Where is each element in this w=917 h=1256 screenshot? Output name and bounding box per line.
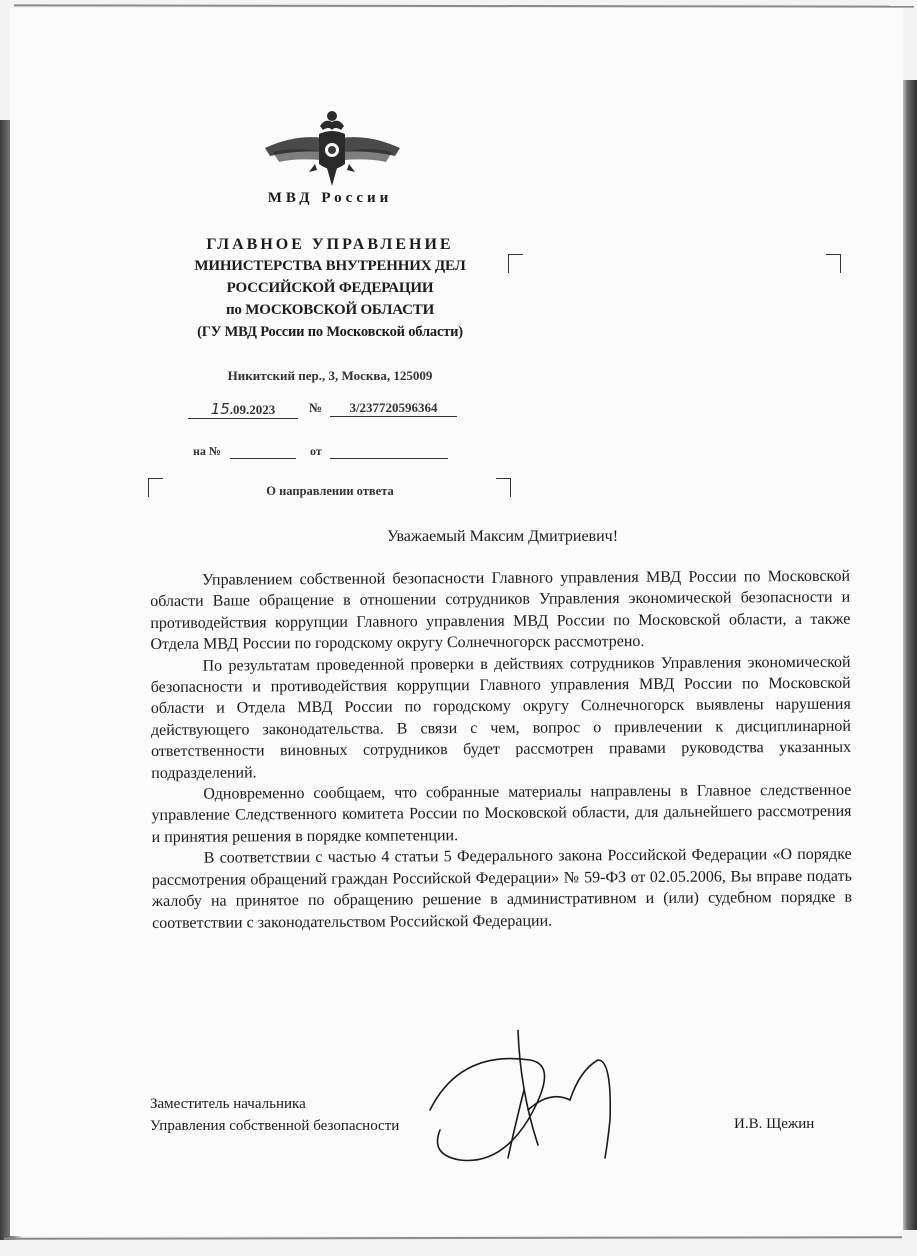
signatory-title-line-1: Заместитель начальника	[150, 1096, 306, 1112]
date-handwritten-day: 15	[210, 400, 230, 418]
page-edge-bottom	[4, 1236, 902, 1240]
paragraph: Управлением собственной безопасности Главного управления МВД России по Московской области Ваше обращение в отношении сотрудников Управления экономической безопасности и противодействия коррупции Главного управления МВД России по Московской области, а также Отдела МВД России по городскому округу Солнечногорск рассмотрено.	[150, 567, 851, 654]
paragraph: По результатам проведенной проверки в действиях сотрудников Управления экономической безопасности и противодействия коррупции Главного управления МВД России по Московской области и Отдела МВД России по городскому округу Солнечногорск выявлены нарушения действующего законодательства. В связи с чем, вопрос о привлечении к дисциплинарной ответственности виновных сотрудников будет рассмотрен правами руководства указанных подразделений.	[150, 653, 852, 782]
address-corner-mark-left	[508, 254, 523, 273]
org-name-line-2: МИНИСТЕРСТВА ВНУТРЕННИХ ДЕЛ	[194, 258, 466, 274]
paragraph: Одновременно сообщаем, что собранные материалы направлены в Главное следственное управление Следственного комитета России по Московской области, для дальнейшего рассмотрения и принятия решения в порядке компетенции.	[151, 781, 852, 846]
signatory-title-line-2: Управления собственной безопасности	[150, 1118, 400, 1134]
signatory-name: И.В. Щежин	[734, 1116, 815, 1132]
org-address: Никитский пер., 3, Москва, 125009	[227, 368, 433, 383]
letter-body	[150, 566, 852, 934]
background-surface-right	[901, 80, 917, 1230]
org-name-line-4: по МОСКОВСКОЙ ОБЛАСТИ	[225, 302, 435, 318]
ref-number-blank	[230, 444, 296, 459]
registration-date	[188, 400, 298, 419]
address-corner-mark-right	[826, 254, 841, 273]
date-rest: .09.2023	[229, 402, 276, 417]
letter-subject: О направлении ответа	[266, 484, 394, 498]
ministry-short-name: МВД России	[267, 190, 393, 206]
ref-date-blank	[330, 444, 448, 459]
greeting: Уважаемый Максим Дмитриевич!	[386, 528, 619, 545]
number-label: №	[309, 400, 323, 415]
org-name-line-5: (ГУ МВД России по Московской области)	[197, 324, 463, 340]
ref-number-label: на №	[193, 444, 221, 458]
paragraph: В соответствии с частью 4 статьи 5 Федерального закона Российской Федерации «О порядке рассмотрения обращений граждан Российской Федерации» № 59-ФЗ от 02.05.2006, Вы вправе подать жалобу на принятое по обращению решение в административном и (или) судебном порядке в соответствии с законодательством Российской Федерации.	[151, 846, 853, 932]
ref-from-label: от	[310, 444, 322, 458]
org-name-line-3: РОССИЙСКОЙ ФЕДЕРАЦИИ	[226, 280, 434, 296]
signatory-title	[150, 1093, 399, 1137]
double-headed-eagle-emblem-icon	[265, 108, 400, 188]
org-name-line-1: ГЛАВНОЕ УПРАВЛЕНИЕ	[206, 236, 454, 253]
registration-number: 3/237720596364	[330, 400, 457, 417]
handwritten-signature-icon	[420, 1030, 630, 1170]
